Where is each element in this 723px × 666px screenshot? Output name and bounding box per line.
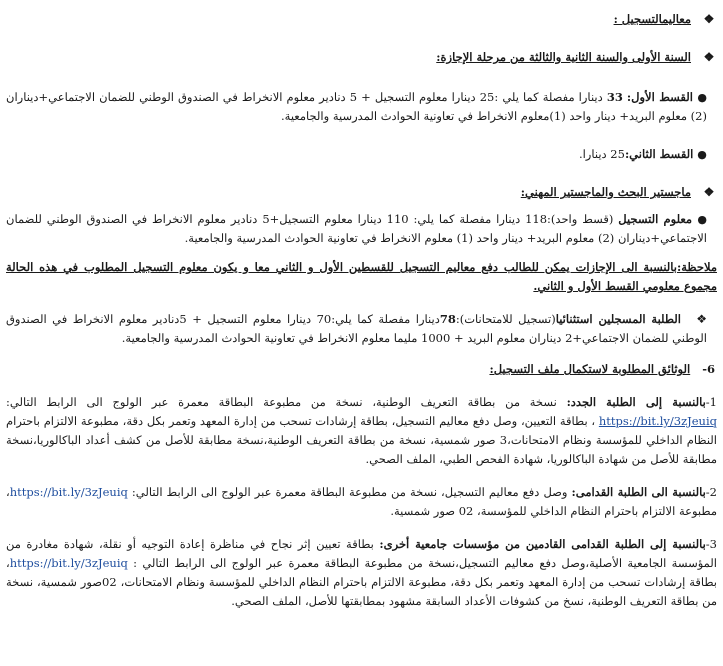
second-installment-paragraph [6,145,717,164]
docs-section-title: الوثائق المطلوبة لاستكمال ملف التسجيل: [489,362,691,376]
registration-note: ملاحظة:بالنسبة الى الإجازات يمكن للطالب دفع معاليم التسجيل للقسطين الأول و الثاني معا و يكون معلوم التسجيل المطلوب في هذه الحالة مجموع معلومي القسط الأول و الثاني. [6,260,717,293]
exceptional-students-label: الطلبة المسجلين استثنائيا [555,312,681,326]
docs-old-text-a: وصل دفع معاليم التسجيل، نسخة من مطبوعة البطاقة معمرة عبر الولوج الى الرابط التالي: [127,485,572,499]
docs-new-text-b: ، بطاقة التعيين، وصل دفع معاليم التسجيل، بطاقة إرشادات تسحب من إدارة المعهد وتعمر بكل دقة، مطبوعة الالتزام باحترام النظام الداخلي للمؤسسة ونظام الامتحانات،3 صور شمسية، نسخة من بطاقة التعريف الوطنية،نسخة مطابقة للأصل من كشف أعداد الباكالوريا،نسخة مطابقة للأصل من شهادة الباكالوريا، شهادة الفحص الطبي، الملف الصحي. [6,414,717,466]
heading-masters-row [6,183,717,202]
round-bullet-icon: ● [697,148,707,161]
docs-old-students-paragraph [6,483,717,521]
second-installment-text: 25 دينارا. [578,147,625,161]
docs-section-heading [6,360,717,379]
diamond-bullet-icon: ❖ [696,312,707,326]
heading-years: السنة الأولى والسنة الثانية والثالثة من مرحلة الإجازة: [436,50,691,64]
exceptional-students-amount: 78 [439,312,456,326]
round-bullet-icon: ● [697,91,708,104]
docs-transfer-text-b: ، بطاقة إرشادات تسحب من إدارة المعهد وتعمر بكل دقة، مطبوعة الالتزام باحترام النظام الداخلي للمؤسسة ونظام الامتحانات، 02صور شمسية، نسخة من بطاقة التعريف الوطنية، نسخ من كشوفات الأعداد السابقة مشهود بمطابقتها للأصل، الملف الصحي. [6,556,717,608]
diamond-bullet-icon: ❖ [703,12,715,26]
first-installment-label: القسط الأول: [626,90,693,104]
registration-form-link[interactable]: https://bit.ly/3zJeuiq [9,485,128,499]
exceptional-students-text-b: دينارا مفصلة كما يلي:70 دينارا معلوم التسجيل + 5دنادير معلوم الانخراط في الصندوق الوطني للضمان الاجتماعي+2 ديناران معلوم البريد + 1000 مليما معلوم الانخراط في تعاونية الحوادث المدرسية والجامعية. [6,312,707,345]
first-installment-amount: 33 [606,90,623,104]
docs-transfer-text-a: بطاقة تعيين إثر نجاح في مناظرة إعادة التوجيه أو نقلة، شهادة مغادرة من المؤسسة الجامعية الأصلية،وصل دفع معاليم التسجيل،نسخة من مطبوعة البطاقة معمرة عبر الولوج الى الرابط التالي : [6,537,717,570]
docs-old-label: بالنسبة الى الطلبة القدامى: [571,485,706,499]
masters-fee-label: معلوم التسجيل [618,212,693,226]
docs-new-text-a: نسخة من بطاقة التعريف الوطنية، نسخة من مطبوعة البطاقة معمرة عبر الولوج الى الرابط التالي: [6,395,567,409]
registration-form-link[interactable]: https://bit.ly/3zJeuiq [598,414,717,428]
diamond-bullet-icon: ❖ [703,185,715,199]
docs-old-prefix: 2- [705,485,717,499]
docs-section-number: 6- [702,362,715,376]
heading-years-row [6,48,717,67]
docs-transfer-prefix: 3- [705,537,717,551]
docs-new-students-paragraph [6,393,717,469]
second-installment-label: القسط الثاني: [624,147,694,161]
diamond-bullet-icon: ❖ [703,50,715,64]
docs-new-label: بالنسبة إلى الطلبة الجدد: [566,395,706,409]
registration-form-link[interactable]: https://bit.ly/3zJeuiq [9,556,128,570]
docs-old-text-b: ، مطبوعة الالتزام باحترام النظام الداخلي للمؤسسة، 02 صور شمسية. [6,485,717,518]
masters-fee-paragraph [6,210,717,248]
exceptional-students-paragraph [6,310,717,348]
docs-transfer-label: بالنسبة إلى الطلبة القدامى القادمين من مؤسسات جامعية أخرى: [379,537,706,551]
heading-fees-row [6,10,717,29]
docs-new-prefix: 1- [705,395,717,409]
first-installment-text: دينارا مفصلة كما يلي :25 دينارا معلوم التسجيل + 5 دنادير معلوم الانخراط في الصندوق الوطني للضمان الاجتماعي+ديناران (2) معلوم البريد+ دينار واحد (1)معلوم الانخراط في تعاونية الحوادث المدرسية والجامعية. [6,90,707,123]
exceptional-students-text-a: (تسجيل للامتحانات): [455,312,556,326]
heading-fees: معاليمالتسجيل : [613,12,691,26]
docs-transfer-students-paragraph [6,535,717,611]
heading-masters: ماجستير البحث والماجستير المهني: [520,185,691,199]
first-installment-paragraph [6,88,717,126]
round-bullet-icon: ● [697,213,707,226]
masters-fee-text: (قسط واحد):118 دينارا مفصلة كما يلي: 110 دينارا معلوم التسجيل+5 دنادير معلوم الانخراط في الصندوق الوطني للضمان الاجتماعي+ديناران (2) معلوم البريد+ دينار واحد (1) معلوم الانخراط في تعاونية الحوادث المدرسية والجامعية. [6,212,707,245]
